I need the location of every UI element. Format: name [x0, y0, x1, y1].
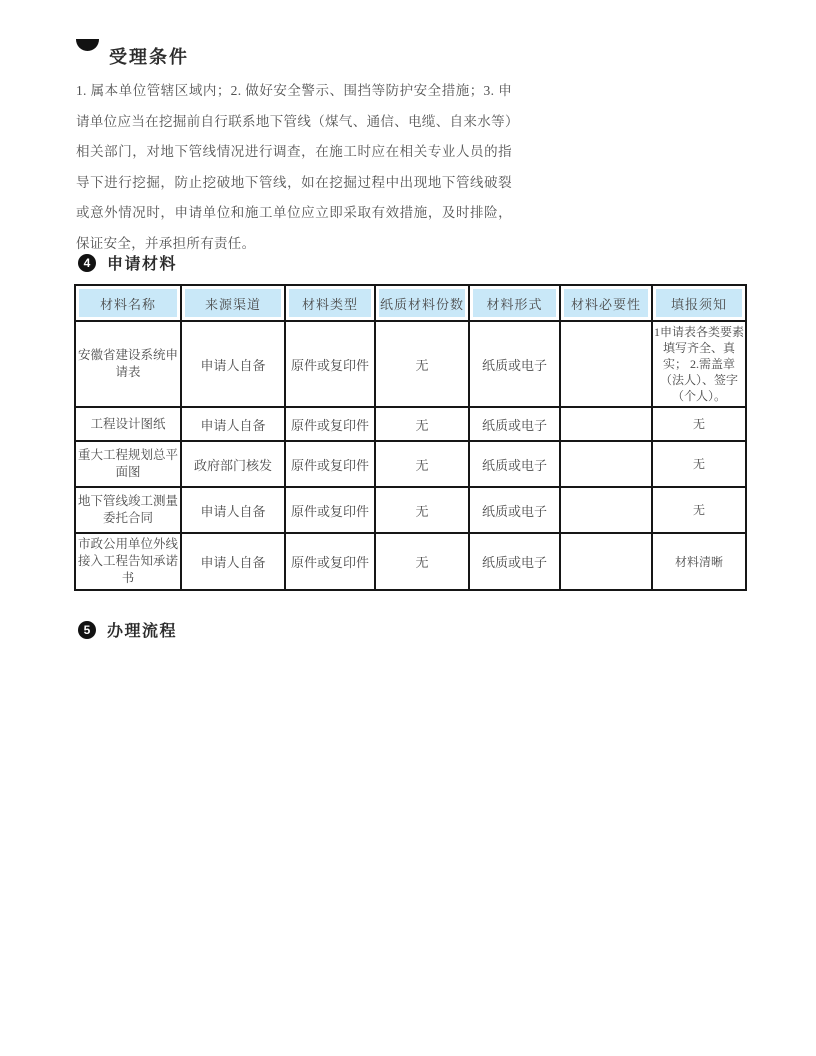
column-header-material-necessity: 材料必要性	[560, 285, 652, 321]
section-header-materials	[78, 251, 177, 274]
section-number-4-badge: 4	[78, 254, 96, 272]
cell-source-channel: 申请人自备	[181, 321, 285, 407]
column-header-filling-notes: 填报须知	[652, 285, 746, 321]
cell-source-channel: 申请人自备	[181, 407, 285, 441]
table-row	[75, 487, 746, 533]
cell-paper-copies: 无	[375, 441, 469, 487]
cell-material-name: 安徽省建设系统申请表	[75, 321, 181, 407]
column-header-material-name: 材料名称	[75, 285, 181, 321]
cell-filling-notes: 无	[652, 487, 746, 533]
cell-material-name: 市政公用单位外线接入工程告知承诺书	[75, 533, 181, 590]
cell-material-form: 纸质或电子	[469, 487, 560, 533]
table-row	[75, 533, 746, 590]
section-title-process: 办理流程	[107, 623, 178, 640]
table-row	[75, 321, 746, 407]
table-row	[75, 441, 746, 487]
column-header-material-type: 材料类型	[285, 285, 375, 321]
cell-material-type: 原件或复印件	[285, 407, 375, 441]
section-title-materials: 申请材料	[107, 256, 178, 273]
cell-material-form: 纸质或电子	[469, 407, 560, 441]
cell-paper-copies: 无	[375, 533, 469, 590]
cell-material-type: 原件或复印件	[285, 533, 375, 590]
cell-material-type: 原件或复印件	[285, 321, 375, 407]
cell-filling-notes: 材料清晰	[652, 533, 746, 590]
cell-source-channel: 申请人自备	[181, 487, 285, 533]
cell-material-form: 纸质或电子	[469, 441, 560, 487]
section-number-5-badge: 5	[78, 621, 96, 639]
column-header-paper-copies: 纸质材料份数	[375, 285, 469, 321]
cell-material-necessity	[560, 533, 652, 590]
cell-material-name: 地下管线竣工测量委托合同	[75, 487, 181, 533]
column-header-source-channel: 来源渠道	[181, 285, 285, 321]
cell-source-channel: 政府部门核发	[181, 441, 285, 487]
cell-material-type: 原件或复印件	[285, 487, 375, 533]
table-header-row	[75, 285, 746, 321]
section-title-acceptance-conditions: 受理条件	[109, 47, 189, 67]
cell-material-necessity	[560, 487, 652, 533]
cell-paper-copies: 无	[375, 407, 469, 441]
cell-filling-notes: 无	[652, 441, 746, 487]
materials-table	[74, 284, 747, 591]
cell-material-name: 重大工程规划总平面图	[75, 441, 181, 487]
cell-source-channel: 申请人自备	[181, 533, 285, 590]
cell-material-form: 纸质或电子	[469, 533, 560, 590]
cell-material-necessity	[560, 407, 652, 441]
table-row	[75, 407, 746, 441]
cell-material-type: 原件或复印件	[285, 441, 375, 487]
cell-filling-notes: 1申请表各类要素填写齐全、真实； 2.需盖章（法人）、签字（个人）。	[652, 321, 746, 407]
clipped-section-badge-icon	[76, 39, 99, 51]
section-header-process	[78, 618, 177, 641]
cell-paper-copies: 无	[375, 487, 469, 533]
cell-material-necessity	[560, 321, 652, 407]
cell-material-necessity	[560, 441, 652, 487]
acceptance-conditions-paragraph: 1. 属本单位管辖区域内；2. 做好安全警示、围挡等防护安全措施；3. 申请单位应当在挖掘前自行联系地下管线（煤气、通信、电缆、自来水等）相关部门，对地下管线情况进行调查，在施工时应在相关专业人员的指导下进行挖掘，防止挖破地下管线，如在挖掘过程中出现地下管线破裂或意外情况时，申请单位和施工单位应立即采取有效措施，及时排险，保证安全，并承担所有责任。	[76, 83, 512, 251]
cell-material-name: 工程设计图纸	[75, 407, 181, 441]
cell-paper-copies: 无	[375, 321, 469, 407]
cell-material-form: 纸质或电子	[469, 321, 560, 407]
cell-filling-notes: 无	[652, 407, 746, 441]
column-header-material-form: 材料形式	[469, 285, 560, 321]
